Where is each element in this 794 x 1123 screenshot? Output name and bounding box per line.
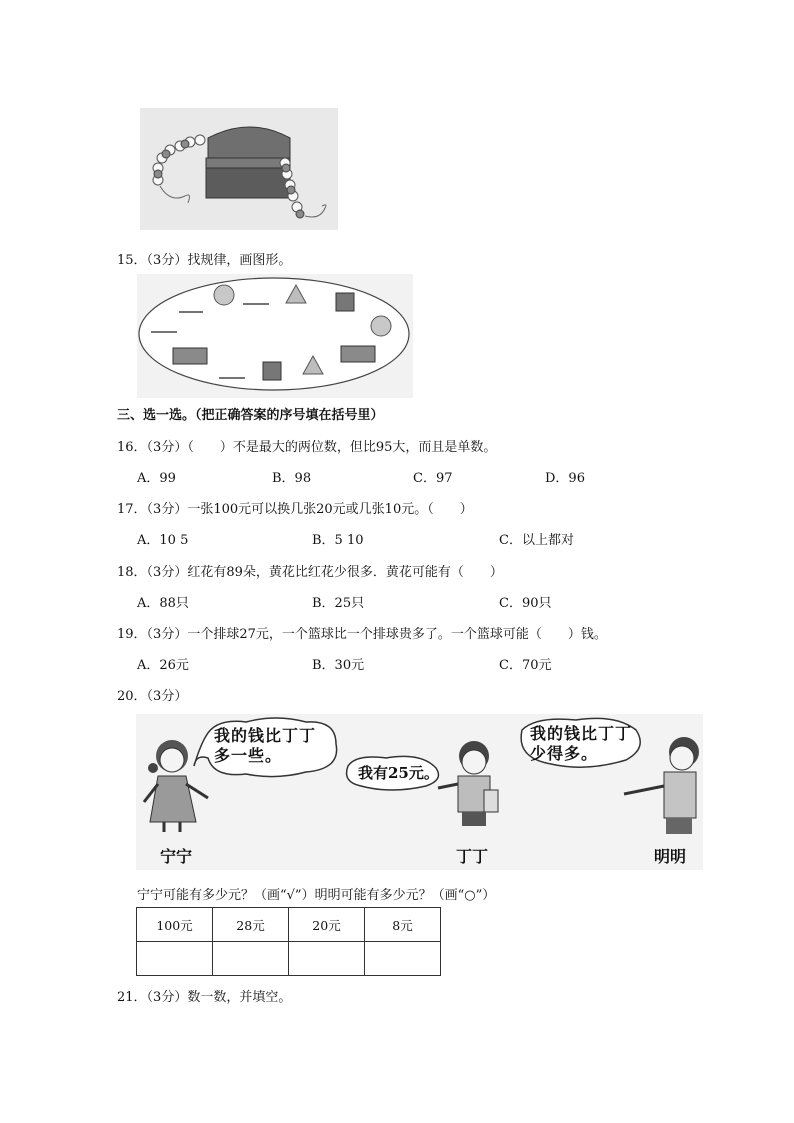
question-21: 21．（3分）数一数，并填空。 xyxy=(117,990,292,1005)
q19-option-b[interactable]: B．30元 xyxy=(312,658,365,673)
question-19: 19．（3分）一个排球27元，一个篮球比一个排球贵多了。一个篮球可能（ ）钱。 xyxy=(117,627,607,642)
question-18: 18．（3分）红花有89朵，黄花比红花少很多．黄花可能有（ ） xyxy=(117,565,503,580)
table-header-cell: 100元 xyxy=(137,908,213,942)
question-16: 16．（3分）（ ）不是最大的两位数，但比95大，而且是单数。 xyxy=(117,440,497,455)
q18-option-a[interactable]: A．88只 xyxy=(137,596,189,611)
table-header-cell: 8元 xyxy=(365,908,441,942)
q16-option-a[interactable]: A．99 xyxy=(137,471,176,486)
question-15: 15．（3分）找规律，画图形。 xyxy=(117,253,292,268)
q19-option-a[interactable]: A．26元 xyxy=(137,658,189,673)
kids-money-illustration xyxy=(136,714,703,870)
q16-option-c[interactable]: C．97 xyxy=(413,471,453,486)
rectangle-shape xyxy=(341,346,375,362)
q19-option-c[interactable]: C．70元 xyxy=(499,658,552,673)
square-shape xyxy=(263,362,281,380)
answer-cell-20[interactable] xyxy=(289,942,365,976)
answer-cell-100[interactable] xyxy=(137,942,213,976)
dingding-figure xyxy=(438,741,498,826)
square-shape xyxy=(336,293,354,311)
circle-shape xyxy=(214,285,234,305)
answer-cell-8[interactable] xyxy=(365,942,441,976)
section-3-heading: 三、选一选。（把正确答案的序号填在括号里） xyxy=(117,408,384,423)
q18-option-b[interactable]: B．25只 xyxy=(312,596,365,611)
q17-option-a[interactable]: A．10 5 xyxy=(137,533,189,548)
q18-option-c[interactable]: C．90只 xyxy=(499,596,552,611)
q16-option-d[interactable]: D．96 xyxy=(545,471,585,486)
table-header-cell: 20元 xyxy=(289,908,365,942)
question-20-prompt: 宁宁可能有多少元？（画“√”）明明可能有多少元？（画“○”） xyxy=(137,888,496,903)
mingming-name: 明明 xyxy=(654,847,687,866)
table-header-row xyxy=(137,908,441,942)
ningning-name: 宁宁 xyxy=(160,847,193,866)
money-answer-table xyxy=(136,907,441,976)
answer-cell-28[interactable] xyxy=(213,942,289,976)
ningning-speech-text: 我的钱比丁丁多一些。 xyxy=(214,726,317,765)
pattern-oval-image xyxy=(137,274,413,398)
question-17: 17．（3分）一张100元可以换几张20元或几张10元。（ ） xyxy=(117,502,473,517)
table-answer-row xyxy=(137,942,441,976)
q16-option-b[interactable]: B．98 xyxy=(272,471,312,486)
dingding-name: 丁丁 xyxy=(456,847,489,866)
question-20: 20．（3分） xyxy=(117,689,188,704)
rectangle-shape xyxy=(173,348,207,364)
q17-option-c[interactable]: C．以上都对 xyxy=(499,533,574,548)
beads-box-image xyxy=(140,108,338,230)
dingding-speech-text: 我有25元。 xyxy=(358,764,439,782)
circle-shape xyxy=(371,316,391,336)
table-header-cell: 28元 xyxy=(213,908,289,942)
mingming-speech-text: 我的钱比丁丁少得多。 xyxy=(530,724,633,763)
q17-option-b[interactable]: B．5 10 xyxy=(312,533,364,548)
